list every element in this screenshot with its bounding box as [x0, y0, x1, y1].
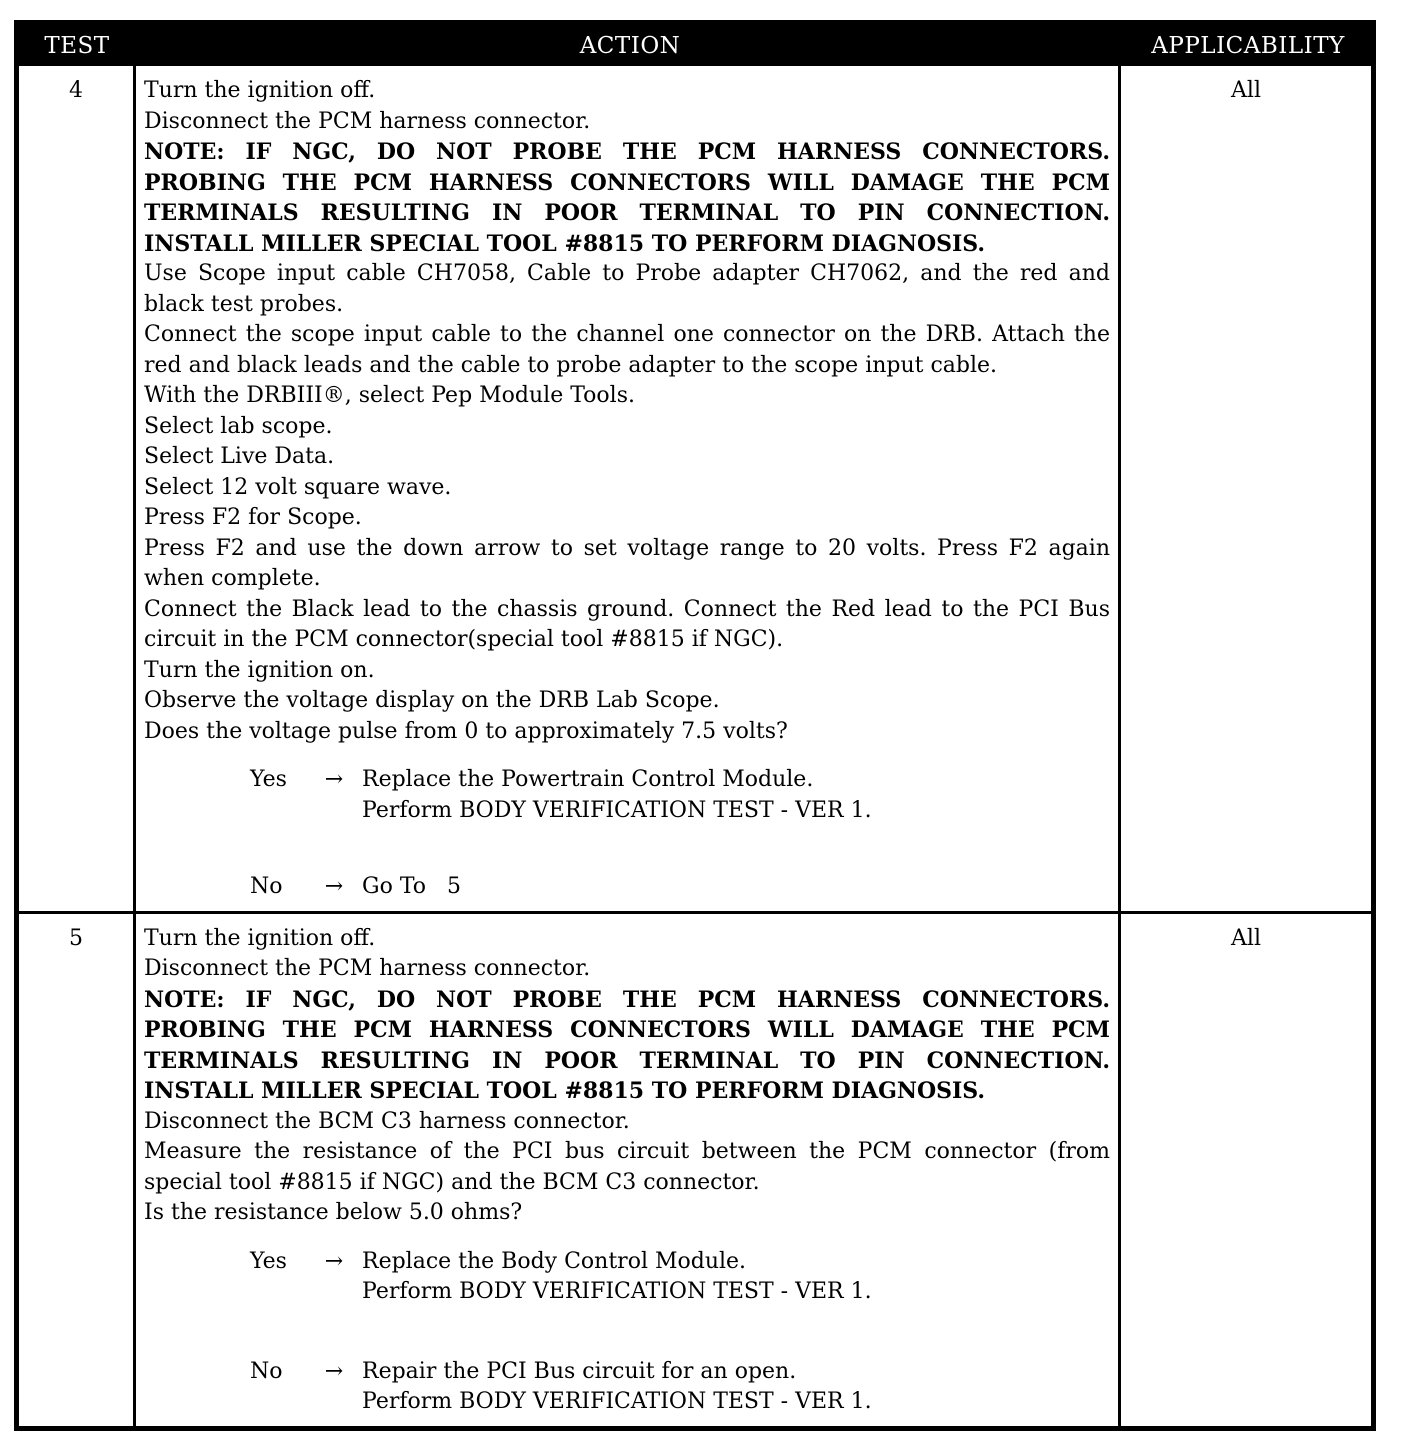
arrow-right-icon: →	[324, 767, 344, 792]
yes-outcome	[250, 1247, 1110, 1308]
table-header	[19, 25, 1371, 66]
step-text: With the DRBIII®, select Pep Module Tools.	[144, 383, 635, 408]
result-line: Go To 5	[362, 874, 461, 899]
result-line: Perform BODY VERIFICATION TEST - VER 1.	[362, 1279, 872, 1304]
step-text: Turn the ignition off.	[144, 925, 376, 951]
diagnostic-test-table	[14, 20, 1376, 1431]
yes-outcome	[250, 765, 1110, 826]
arrow-right-icon: →	[324, 1358, 344, 1384]
result-line: Replace the Body Control Module.	[362, 1248, 747, 1274]
result-line: Replace the Powertrain Control Module.	[362, 767, 814, 792]
yes-label: Yes	[250, 767, 287, 792]
arrow-right-icon: →	[324, 874, 344, 899]
yes-result	[362, 765, 1110, 826]
question-text: Does the voltage pulse from 0 to approximately 7.5 volts?	[144, 718, 788, 744]
header-action: ACTION	[579, 32, 681, 59]
table-row-test-4	[19, 66, 1371, 911]
no-outcome	[250, 872, 1110, 903]
step-text: Use Scope input cable CH7058, Cable to Probe adapter CH7062, and the red and black test probes.	[144, 261, 1110, 317]
header-test: TEST	[44, 32, 110, 59]
step-text: Connect the Black lead to the chassis ground. Connect the Red lead to the PCI Bus circuit in the PCM connector(special tool #8815 if NGC).	[144, 596, 1110, 652]
step-text: Disconnect the PCM harness connector.	[144, 108, 591, 134]
outcomes	[144, 1247, 1110, 1418]
warning-note: NOTE: IF NGC, DO NOT PROBE THE PCM HARNESS CONNECTORS. PROBING THE PCM HARNESS CONNECTORS WILL DAMAGE THE PCM TERMINALS RESULTING IN POOR TERMINAL TO PIN CONNECTION. INSTALL MILLER SPECIAL TOOL #8815 TO PERFORM DIAGNOSIS.	[144, 986, 1110, 1104]
action-cell	[136, 914, 1121, 1426]
step-text: Disconnect the PCM harness connector.	[144, 956, 591, 981]
yes-result	[362, 1247, 1110, 1308]
no-label: No	[250, 1358, 283, 1384]
step-text: Turn the ignition off.	[144, 78, 376, 103]
no-result	[362, 872, 1110, 903]
step-text: Observe the voltage display on the DRB Lab Scope.	[144, 688, 720, 713]
test-number: 5	[19, 914, 136, 1426]
no-result	[362, 1357, 1110, 1418]
applicability-value: All	[1231, 78, 1261, 103]
step-text: Select 12 volt square wave.	[144, 474, 452, 500]
question-text: Is the resistance below 5.0 ohms?	[144, 1200, 523, 1225]
step-text: Turn the ignition on.	[144, 657, 375, 683]
step-text: Select Live Data.	[144, 444, 335, 469]
warning-note: NOTE: IF NGC, DO NOT PROBE THE PCM HARNESS CONNECTORS. PROBING THE PCM HARNESS CONNECTORS WILL DAMAGE THE PCM TERMINALS RESULTING IN POOR TERMINAL TO PIN CONNECTION. INSTALL MILLER SPECIAL TOOL #8815 TO PERFORM DIAGNOSIS.	[144, 139, 1110, 257]
step-text: Press F2 for Scope.	[144, 505, 362, 530]
yes-label: Yes	[250, 1248, 287, 1274]
no-label: No	[250, 874, 283, 899]
arrow-right-icon: →	[324, 1248, 344, 1274]
result-line: Perform BODY VERIFICATION TEST - VER 1.	[362, 1389, 872, 1414]
result-line: Repair the PCI Bus circuit for an open.	[362, 1358, 797, 1384]
header-applicability: APPLICABILITY	[1151, 32, 1345, 59]
step-text: Measure the resistance of the PCI bus circuit between the PCM connector (from special tool #8815 if NGC) and the BCM C3 connector.	[144, 1139, 1110, 1195]
result-line: Perform BODY VERIFICATION TEST - VER 1.	[362, 797, 872, 823]
step-text: Connect the scope input cable to the channel one connector on the DRB. Attach the red and black leads and the cable to probe adapter to the scope input cable.	[144, 322, 1110, 378]
step-text: Disconnect the BCM C3 harness connector.	[144, 1108, 630, 1134]
test-number: 4	[19, 66, 136, 911]
table-row-test-5	[19, 911, 1371, 1426]
applicability-value: All	[1231, 925, 1261, 951]
outcomes	[144, 765, 1110, 903]
action-cell	[136, 66, 1121, 911]
step-text: Press F2 and use the down arrow to set voltage range to 20 volts. Press F2 again when complete.	[144, 535, 1110, 591]
step-text: Select lab scope.	[144, 413, 333, 439]
no-outcome	[250, 1357, 1110, 1418]
